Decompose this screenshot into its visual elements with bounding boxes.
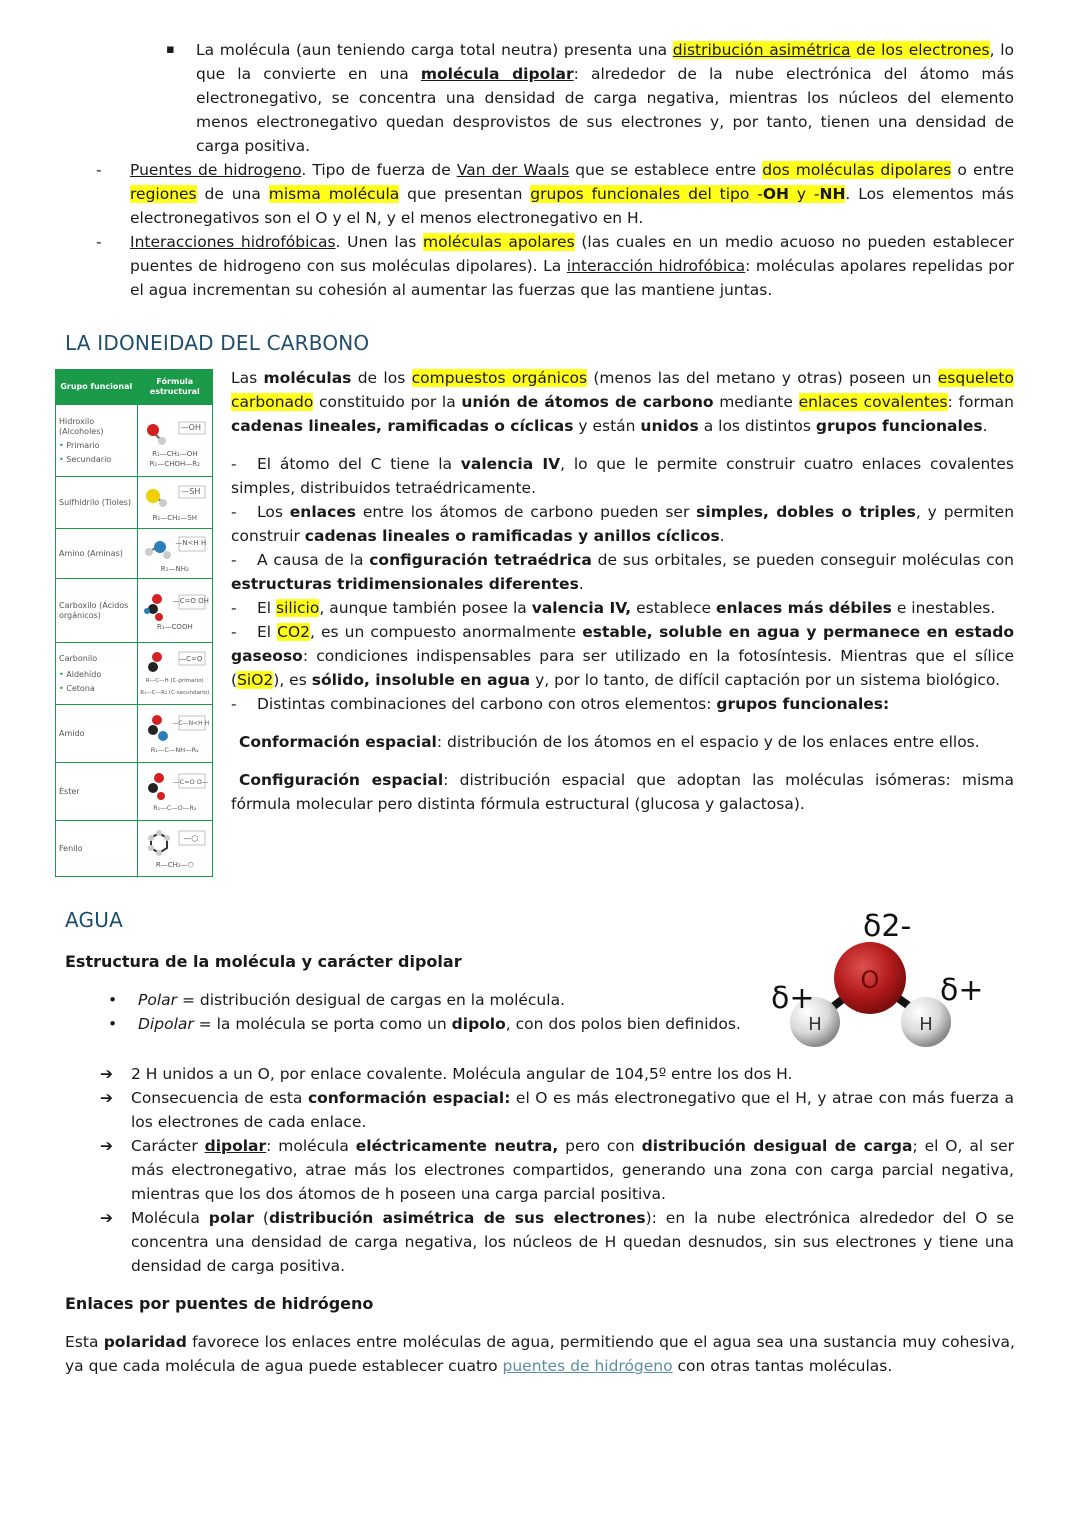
bold-term: enlaces más débiles — [715, 599, 892, 617]
arrow-item-3 — [100, 1134, 1014, 1206]
underlined-term: interacción hidrofóbica — [566, 257, 746, 275]
functional-group: —SH — [181, 487, 201, 496]
puentes-hidrogeno-item — [96, 158, 1014, 230]
text: Molécula — [131, 1209, 209, 1227]
bold-term: unión de átomos de carbono — [461, 393, 714, 411]
dash-bullet-icon: - — [231, 695, 237, 713]
text: , aunque también posee la — [319, 599, 532, 617]
text: El — [257, 599, 277, 617]
text: Las — [231, 369, 264, 387]
oxygen-label: O — [860, 966, 880, 994]
group-name — [56, 643, 138, 705]
arrow-icon: ➔ — [100, 1065, 113, 1083]
bold-term: configuración tetraédrica — [369, 551, 592, 569]
text: o entre — [951, 161, 1014, 179]
hydrogen-label: H — [808, 1014, 822, 1035]
text: establece — [631, 599, 716, 617]
dash-bullet-icon: - — [96, 233, 102, 251]
group-name: Fenilo — [56, 821, 138, 877]
text: constituido por la — [313, 393, 462, 411]
dash-bullet-icon: - — [231, 623, 237, 641]
text: . — [982, 417, 988, 435]
header-group: Grupo funcional — [56, 370, 138, 405]
formula: R—CH₂—⬡ — [155, 861, 194, 869]
highlight: OH — [762, 185, 789, 203]
text: = la molécula se porta como un — [193, 1015, 452, 1033]
carboxyl-model-icon — [139, 589, 211, 623]
arrow-item-2 — [100, 1086, 1014, 1134]
bold-term: estable, soluble en agua y permanece en estado gaseoso — [231, 623, 1014, 665]
text: , es un compuesto anormalmente — [310, 623, 583, 641]
text: ), es — [273, 671, 312, 689]
bold-term: polar — [208, 1209, 254, 1227]
highlight: distribución asimétrica — [672, 41, 851, 59]
highlight: misma molécula — [268, 185, 400, 203]
highlight: esqueleto carbonado — [231, 369, 1014, 411]
carbon-line-1 — [231, 452, 1014, 500]
text: Los — [257, 503, 290, 521]
formula: R₁—C—NH—R₂ — [150, 746, 199, 754]
text: = distribución desigual de cargas en la molécula. — [177, 991, 565, 1009]
italic-term: Polar — [138, 991, 178, 1009]
table-row — [56, 405, 213, 477]
carbon-line-6 — [231, 692, 1014, 716]
delta-positive-right: δ+ — [940, 973, 984, 1008]
water-arrow-list — [100, 1062, 1014, 1278]
bold-term: dipolar — [204, 1137, 267, 1155]
formula: R₁—C—O—R₂ — [153, 804, 197, 812]
group-name: Carboxilo (Ácidos orgánicos) — [56, 579, 138, 643]
underlined-term: Van der Waals — [456, 161, 570, 179]
final-paragraph — [65, 1330, 1015, 1378]
sub-item: • Primario — [59, 440, 100, 450]
functional-group: —C=O OH — [172, 597, 209, 605]
arrow-item-4 — [100, 1206, 1014, 1278]
bold-term: enlaces — [289, 503, 357, 521]
table-row — [56, 477, 213, 529]
text: Esta — [65, 1333, 104, 1351]
hidrofobicas-item — [96, 230, 1014, 302]
bold-term: distribución desigual de carga — [641, 1137, 913, 1155]
arrow-icon: ➔ — [100, 1137, 113, 1155]
functional-groups-table — [55, 369, 213, 877]
sub-label: Secundario — [66, 454, 112, 464]
dipolar-bullet — [0, 38, 1014, 158]
square-bullet-icon: ▪ — [166, 42, 175, 57]
group-name: Amido — [56, 705, 138, 763]
formula: R₁—CH₂—SH — [152, 514, 197, 522]
formula-cell — [137, 529, 212, 579]
text: Consecuencia de esta — [131, 1089, 308, 1107]
bold-term: polaridad — [103, 1333, 187, 1351]
bold-term: conformación espacial: — [307, 1089, 511, 1107]
text: El — [257, 623, 278, 641]
arrow-icon: ➔ — [100, 1089, 113, 1107]
table-row — [56, 705, 213, 763]
formula: R₁—C—R₂ (C-secundario) — [140, 690, 210, 696]
text: el O es más electronegativo que el H, y atrae con más fuerza a los electrones de cada enlace. — [131, 1089, 1014, 1131]
text: , y permiten construir — [231, 503, 1015, 545]
arrow-item-1 — [100, 1062, 1014, 1086]
highlight: moléculas apolares — [423, 233, 575, 251]
text: . Los elementos más electronegativos son el O y el N, y el menos electronegativo en H. — [130, 185, 1014, 227]
text: ): en la nube electrónica alrededor del O se concentra una densidad de carga negativa, los núcleos de H quedan desnudos, sin sus electrones y tiene una densidad de carga positiva. — [131, 1209, 1015, 1275]
term-title: Interacciones hidrofóbicas — [130, 233, 336, 251]
arrow-icon: ➔ — [100, 1209, 113, 1227]
formula-cell — [137, 477, 212, 529]
highlight: regiones — [130, 185, 197, 203]
text: pero con — [558, 1137, 642, 1155]
table-row — [56, 529, 213, 579]
bold-term: dipolo — [451, 1015, 506, 1033]
water-heading: AGUA — [65, 908, 123, 932]
text: con otras tantas moléculas. — [672, 1357, 893, 1375]
italic-term: Dipolar — [138, 1015, 194, 1033]
formula-cell — [137, 705, 212, 763]
dot-bullet-icon: • — [108, 991, 118, 1009]
dot-bullet-icon: • — [108, 1015, 118, 1033]
group-name: Sulfhidrilo (Tioles) — [56, 477, 138, 529]
text: , con dos polos bien definidos. — [505, 1015, 741, 1033]
sub-label: Aldehído — [66, 669, 102, 679]
text: de sus orbitales, se pueden conseguir moléculas con — [591, 551, 1014, 569]
text: : distribución de los átomos en el espacio y de los enlaces entre ellos. — [436, 733, 980, 751]
dash-bullet-icon: - — [231, 551, 237, 569]
formula: R₁—NH₂ — [160, 565, 189, 573]
highlight: SiO2 — [237, 671, 274, 689]
table-row — [56, 579, 213, 643]
formula-cell — [137, 643, 212, 705]
header-formula: Fórmula estructural — [137, 370, 212, 405]
sub-item: • Aldehído — [59, 669, 102, 679]
bold-term: cadenas lineales o ramificadas y anillos cíclicos — [304, 527, 720, 545]
bold-term: unidos — [640, 417, 699, 435]
formula: R₁—COOH — [156, 623, 193, 631]
formula: R—C—H (C-primario) — [145, 678, 204, 684]
highlight: enlaces covalentes — [798, 393, 948, 411]
text: e inestables. — [891, 599, 996, 617]
functional-group: —N<H H — [175, 539, 207, 547]
functional-group: —⬡ — [183, 834, 199, 843]
functional-group: —C=O — [179, 655, 203, 663]
carbon-line-5 — [231, 620, 1014, 692]
text: ; el O, al ser más electronegativo, atrae más los electrones compartidos, generando una zona con carga parcial negativa, mientras que los dos átomos de h poseen una carga parcial positiva. — [131, 1137, 1014, 1203]
text: y están — [573, 417, 641, 435]
text: : distribución espacial que adoptan las moléculas isómeras: misma fórmula molecular pero distinta fórmula estructural (glucosa y galactosa). — [231, 771, 1014, 813]
text: entre los átomos de carbono pueden ser — [356, 503, 697, 521]
formula-cell — [137, 763, 212, 821]
text: ( — [253, 1209, 269, 1227]
text: que presentan — [399, 185, 531, 203]
text: : moléculas apolares repelidas por el agua incrementan su cohesión al aumentar las fuerzas que las mantiene juntas. — [130, 257, 1014, 299]
hydrogen-label: H — [919, 1014, 933, 1035]
highlight: grupos funcionales del tipo - — [530, 185, 763, 203]
text: : forman — [947, 393, 1014, 411]
water-subheading-structure: Estructura de la molécula y carácter dipolar — [65, 952, 462, 971]
bold-term: simples, dobles o triples — [696, 503, 916, 521]
text: . Tipo de fuerza de — [301, 161, 457, 179]
formula-cell — [137, 579, 212, 643]
formula-cell — [137, 405, 212, 477]
bold-term: Configuración espacial — [239, 771, 444, 789]
functional-group: —C—N<H H — [172, 720, 210, 727]
bold-term: grupos funcionales — [815, 417, 983, 435]
text: 2 H unidos a un O, por enlace covalente. Molécula angular de 104,5º entre los dos H. — [131, 1065, 793, 1083]
group-name: Amino (Aminas) — [56, 529, 138, 579]
formula: R₁—CH₂—OH — [152, 450, 198, 458]
sub-label: Cetona — [66, 683, 95, 693]
highlight: compuestos orgánicos — [411, 369, 588, 387]
carbon-line-3 — [231, 548, 1014, 596]
water-definitions — [108, 988, 748, 1036]
dash-bullet-icon: - — [231, 599, 237, 617]
bold-term: distribución asimétrica de sus electrones — [268, 1209, 646, 1227]
phenyl-model-icon — [139, 827, 211, 861]
text: y, por lo tanto, de difícil captación por un sistema biológico. — [530, 671, 1001, 689]
bold-term: estructuras tridimensionales diferentes — [231, 575, 579, 593]
highlight: NH — [819, 185, 846, 203]
text: , lo que le permite construir cuatro enlaces covalentes simples, distribuidos tetraédricamente. — [231, 455, 1014, 497]
carbon-line-2 — [231, 500, 1014, 548]
conformacion-paragraph — [231, 730, 1014, 754]
text: El átomo del C tiene la — [257, 455, 461, 473]
table-row — [56, 643, 213, 705]
highlight: dos moléculas dipolares — [762, 161, 952, 179]
delta-positive-left: δ+ — [771, 981, 815, 1016]
group-name — [56, 405, 138, 477]
table-row — [56, 821, 213, 877]
text: a los distintos — [698, 417, 816, 435]
carbon-heading: LA IDONEIDAD DEL CARBONO — [65, 331, 370, 355]
water-molecule-diagram — [765, 900, 985, 1060]
text: . Unen las — [335, 233, 424, 251]
text: de una — [196, 185, 269, 203]
highlight: silicio — [276, 599, 320, 617]
carbon-intro — [231, 366, 1014, 438]
bold-term: valencia IV, — [531, 599, 632, 617]
text: Distintas combinaciones del carbono con otros elementos: — [257, 695, 717, 713]
sub-label: Primario — [66, 440, 100, 450]
term-title: Puentes de hidrogeno — [130, 161, 302, 179]
bold-term: grupos funcionales: — [716, 695, 890, 713]
text: mediante — [713, 393, 799, 411]
text: : condiciones indispensables para ser utilizado en la fotosíntesis. Mientras que el sílice ( — [231, 647, 1014, 689]
dipolar-definition — [108, 1012, 748, 1036]
dash-bullet-icon: - — [231, 503, 237, 521]
carbon-text — [231, 366, 1014, 816]
text: Carácter — [131, 1137, 205, 1155]
carbon-line-4 — [231, 596, 1014, 620]
formula-cell — [137, 821, 212, 877]
sub-item: • Cetona — [59, 683, 95, 693]
bold-term: moléculas — [263, 369, 352, 387]
highlight: y - — [788, 185, 820, 203]
text: La molécula (aun teniendo carga total neutra) presenta una — [196, 41, 673, 59]
text: . — [578, 575, 584, 593]
delta-negative-label: δ2- — [863, 909, 912, 944]
group-label: Carbonilo — [59, 653, 98, 663]
bold-term: cadenas lineales, ramificadas o cíclicas — [231, 417, 574, 435]
table-row — [56, 763, 213, 821]
sub-item: • Secundario — [59, 454, 112, 464]
bold-term: sólido, insoluble en agua — [311, 671, 531, 689]
text: , lo que la convierte en una — [196, 41, 1014, 83]
group-label: Hidroxilo (Alcoholes) — [59, 416, 104, 436]
top-section — [96, 38, 1014, 302]
water-subheading-bonds: Enlaces por puentes de hidrógeno — [65, 1294, 374, 1313]
dash-bullet-icon: - — [231, 455, 237, 473]
text: . — [719, 527, 725, 545]
configuracion-paragraph — [231, 768, 1014, 816]
group-name: Éster — [56, 763, 138, 821]
text: : alrededor de la nube electrónica del átomo más electronegativo, se concentra una densidad de carga negativa, mientras los núcleos del elemento menos electronegativo quedan desprovistos de sus electrones y, por tanto, tienen una densidad de carga positiva. — [196, 65, 1014, 155]
polar-definition — [108, 988, 748, 1012]
text: favorece los enlaces entre moléculas de agua, permitiendo que el agua sea una sustancia muy cohesiva, ya que cada molécula de agua puede establecer cuatro — [65, 1333, 1015, 1375]
text: de los — [351, 369, 412, 387]
bold-term: valencia IV — [460, 455, 561, 473]
functional-group: —C=O O— — [173, 778, 209, 786]
highlight: de los electrones — [850, 41, 990, 59]
functional-group: —OH — [180, 423, 201, 432]
highlight: CO2 — [277, 623, 311, 641]
puentes-hidrogeno-link[interactable]: puentes de hidrógeno — [502, 1357, 673, 1375]
text: que se establece entre — [569, 161, 763, 179]
dash-bullet-icon: - — [96, 161, 102, 179]
bold-term: molécula dipolar — [420, 65, 574, 83]
text: A causa de la — [257, 551, 370, 569]
bold-term: Conformación espacial — [239, 733, 437, 751]
text: (menos las del metano y otras) poseen un — [587, 369, 938, 387]
text: : molécula — [266, 1137, 356, 1155]
text: (las cuales en un medio acuoso no pueden establecer puentes de hidrogeno con sus moléculas dipolares). La — [130, 233, 1014, 275]
bold-term: eléctricamente neutra, — [355, 1137, 559, 1155]
formula: R₁—CHOH—R₂ — [149, 460, 200, 468]
